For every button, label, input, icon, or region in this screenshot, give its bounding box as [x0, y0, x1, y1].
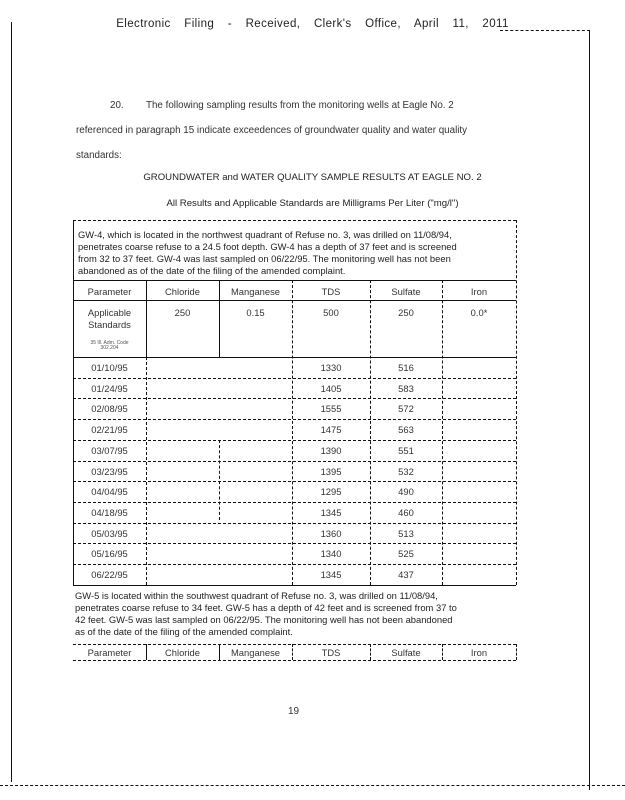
filing-header: Electronic Filing - Received, Clerk's Office, April 11, 2011 — [116, 18, 509, 30]
standard-manganese: 0.15 — [246, 307, 265, 318]
gw4-description-line-1: GW-4, which is located in the northwest quadrant of Refuse no. 3, was drilled on 11/08/94, — [78, 229, 452, 240]
gw4-row-divider — [73, 564, 516, 565]
gw4-row-divider — [73, 461, 516, 462]
gw4-cell-tds: 1395 — [320, 465, 342, 477]
gw4-cell-tds: 1360 — [320, 527, 342, 539]
gw4-row-divider — [73, 398, 516, 399]
gw5-description-line-4: as of the date of the filing of the amended complaint. — [75, 626, 293, 637]
gw4-cell-date: 04/18/95 — [91, 506, 128, 518]
gw4-description-line-4: abandoned as of the date of the filing of the amended complaint. — [78, 265, 346, 276]
standards-footnote — [73, 341, 146, 351]
gw4-cell-sulfate: 551 — [398, 444, 414, 456]
footnote-line-2: 302.204 — [100, 345, 119, 351]
gw4-cell-tds: 1330 — [320, 362, 342, 373]
gw4-header-bottom — [73, 300, 516, 301]
gw4-standards-bottom — [73, 357, 516, 358]
gw4-cell-tds: 1405 — [320, 382, 342, 394]
gw4-row-divider — [73, 440, 516, 441]
gw4-row-divider — [73, 502, 516, 503]
page-border-right — [589, 30, 590, 790]
gw4-header-manganese: Manganese — [231, 286, 280, 297]
gw4-cell-date: 02/21/95 — [91, 424, 128, 436]
gw4-cell-date: 04/04/95 — [91, 486, 128, 498]
standard-sulfate: 250 — [398, 307, 414, 318]
gw5-header-sulfate: Sulfate — [391, 647, 421, 658]
gw5-header-bottom — [73, 660, 516, 661]
gw4-cell-date: 05/03/95 — [91, 527, 128, 539]
gw4-header-tds: TDS — [321, 286, 341, 297]
gw4-header-chloride: Chloride — [165, 286, 200, 297]
gw5-header-top — [73, 644, 516, 645]
gw4-cell-date: 01/10/95 — [91, 362, 128, 373]
gw4-description-line-3: from 32 to 37 feet. GW-4 was last sampled on 06/22/95. The monitoring well has not been — [78, 253, 451, 264]
gw4-cell-tds: 1345 — [320, 506, 342, 518]
gw5-header-tds: TDS — [321, 647, 341, 658]
gw4-cell-sulfate: 490 — [398, 486, 414, 498]
page-border-top — [500, 30, 590, 31]
paragraph-number: 20. — [110, 100, 124, 111]
gw5-col-div-6 — [516, 644, 517, 660]
gw4-row-divider — [73, 419, 516, 420]
gw4-row-divider — [73, 523, 516, 524]
gw4-col-divider-5 — [442, 280, 443, 585]
gw4-cell-sulfate: 460 — [398, 506, 414, 518]
gw4-row-divider — [73, 378, 516, 379]
page-border-bottom — [0, 785, 625, 786]
gw5-description-line-2: penetrates coarse refuse to 34 feet. GW-5 has a depth of 42 feet and is screened from 37 to — [75, 602, 457, 613]
table-title: GROUNDWATER and WATER QUALITY SAMPLE RESULTS AT EAGLE NO. 2 — [143, 172, 482, 183]
standards-label-1: Applicable — [87, 307, 132, 318]
gw5-description-line-3: 42 feet. GW-5 was last sampled on 06/22/95. The monitoring well has not been abandoned — [75, 614, 453, 625]
footnote-line-1: 35 Ill. Adm. Code — [90, 340, 129, 346]
page-number: 19 — [288, 706, 300, 717]
gw4-cell-tds: 1390 — [320, 444, 342, 456]
gw4-cell-sulfate: 525 — [398, 548, 414, 560]
gw4-cell-sulfate: 437 — [398, 569, 414, 580]
gw4-cell-date: 02/08/95 — [91, 403, 128, 415]
standards-label-2: Standards — [88, 319, 131, 330]
standard-iron: 0.0* — [470, 307, 488, 318]
page-border-left — [11, 22, 12, 782]
gw4-cell-sulfate: 513 — [398, 527, 414, 539]
gw4-cell-sulfate: 516 — [398, 362, 414, 373]
table-subtitle: All Results and Applicable Standards are Milligrams Per Liter ("mg/l") — [166, 198, 459, 209]
gw4-cell-date: 01/24/95 — [91, 382, 128, 394]
gw4-row-divider — [73, 585, 516, 586]
gw4-header-sulfate: Sulfate — [391, 286, 421, 297]
standard-tds: 500 — [323, 307, 339, 318]
paragraph-line-3: standards: — [76, 150, 122, 161]
gw5-description-line-1: GW-5 is located within the southwest quadrant of Refuse no. 3, was drilled on 11/08/94, — [75, 590, 438, 601]
gw4-top-border — [73, 220, 516, 221]
standard-chloride: 250 — [174, 307, 191, 318]
gw4-cell-tds: 1345 — [320, 569, 342, 580]
gw4-cell-date: 03/07/95 — [91, 444, 128, 456]
gw5-header-parameter: Parameter — [87, 647, 132, 658]
gw4-cell-date: 06/22/95 — [91, 569, 128, 580]
gw4-cell-tds: 1555 — [320, 403, 342, 415]
gw4-cell-sulfate: 532 — [398, 465, 414, 477]
gw5-header-iron: Iron — [470, 647, 488, 658]
gw5-header-chloride: Chloride — [165, 647, 200, 658]
gw4-col-divider-2b — [219, 440, 220, 520]
gw5-header-manganese: Manganese — [231, 647, 280, 658]
paragraph-line-1: The following sampling results from the monitoring wells at Eagle No. 2 — [146, 100, 454, 111]
gw4-row-divider — [73, 481, 516, 482]
gw4-header-iron: Iron — [470, 286, 488, 297]
gw4-desc-bottom — [73, 280, 516, 281]
gw4-cell-tds: 1340 — [320, 548, 342, 560]
gw4-cell-date: 05/16/95 — [91, 548, 128, 560]
gw4-cell-tds: 1475 — [320, 424, 342, 436]
gw4-right-border — [516, 220, 517, 585]
gw4-header-parameter: Parameter — [87, 286, 132, 297]
paragraph-line-2: referenced in paragraph 15 indicate exceedences of groundwater quality and water quality — [76, 125, 468, 136]
gw4-row-divider — [73, 543, 516, 544]
gw4-cell-sulfate: 572 — [398, 403, 414, 415]
gw4-cell-sulfate: 583 — [398, 382, 414, 394]
gw4-cell-sulfate: 563 — [398, 424, 414, 436]
gw4-col-divider-1b — [146, 357, 147, 585]
gw4-cell-tds: 1295 — [320, 486, 342, 498]
gw4-cell-date: 03/23/95 — [91, 465, 128, 477]
gw4-description-line-2: penetrates coarse refuse to a 24.5 foot depth. GW-4 has a depth of 37 feet and is screened — [78, 241, 457, 252]
